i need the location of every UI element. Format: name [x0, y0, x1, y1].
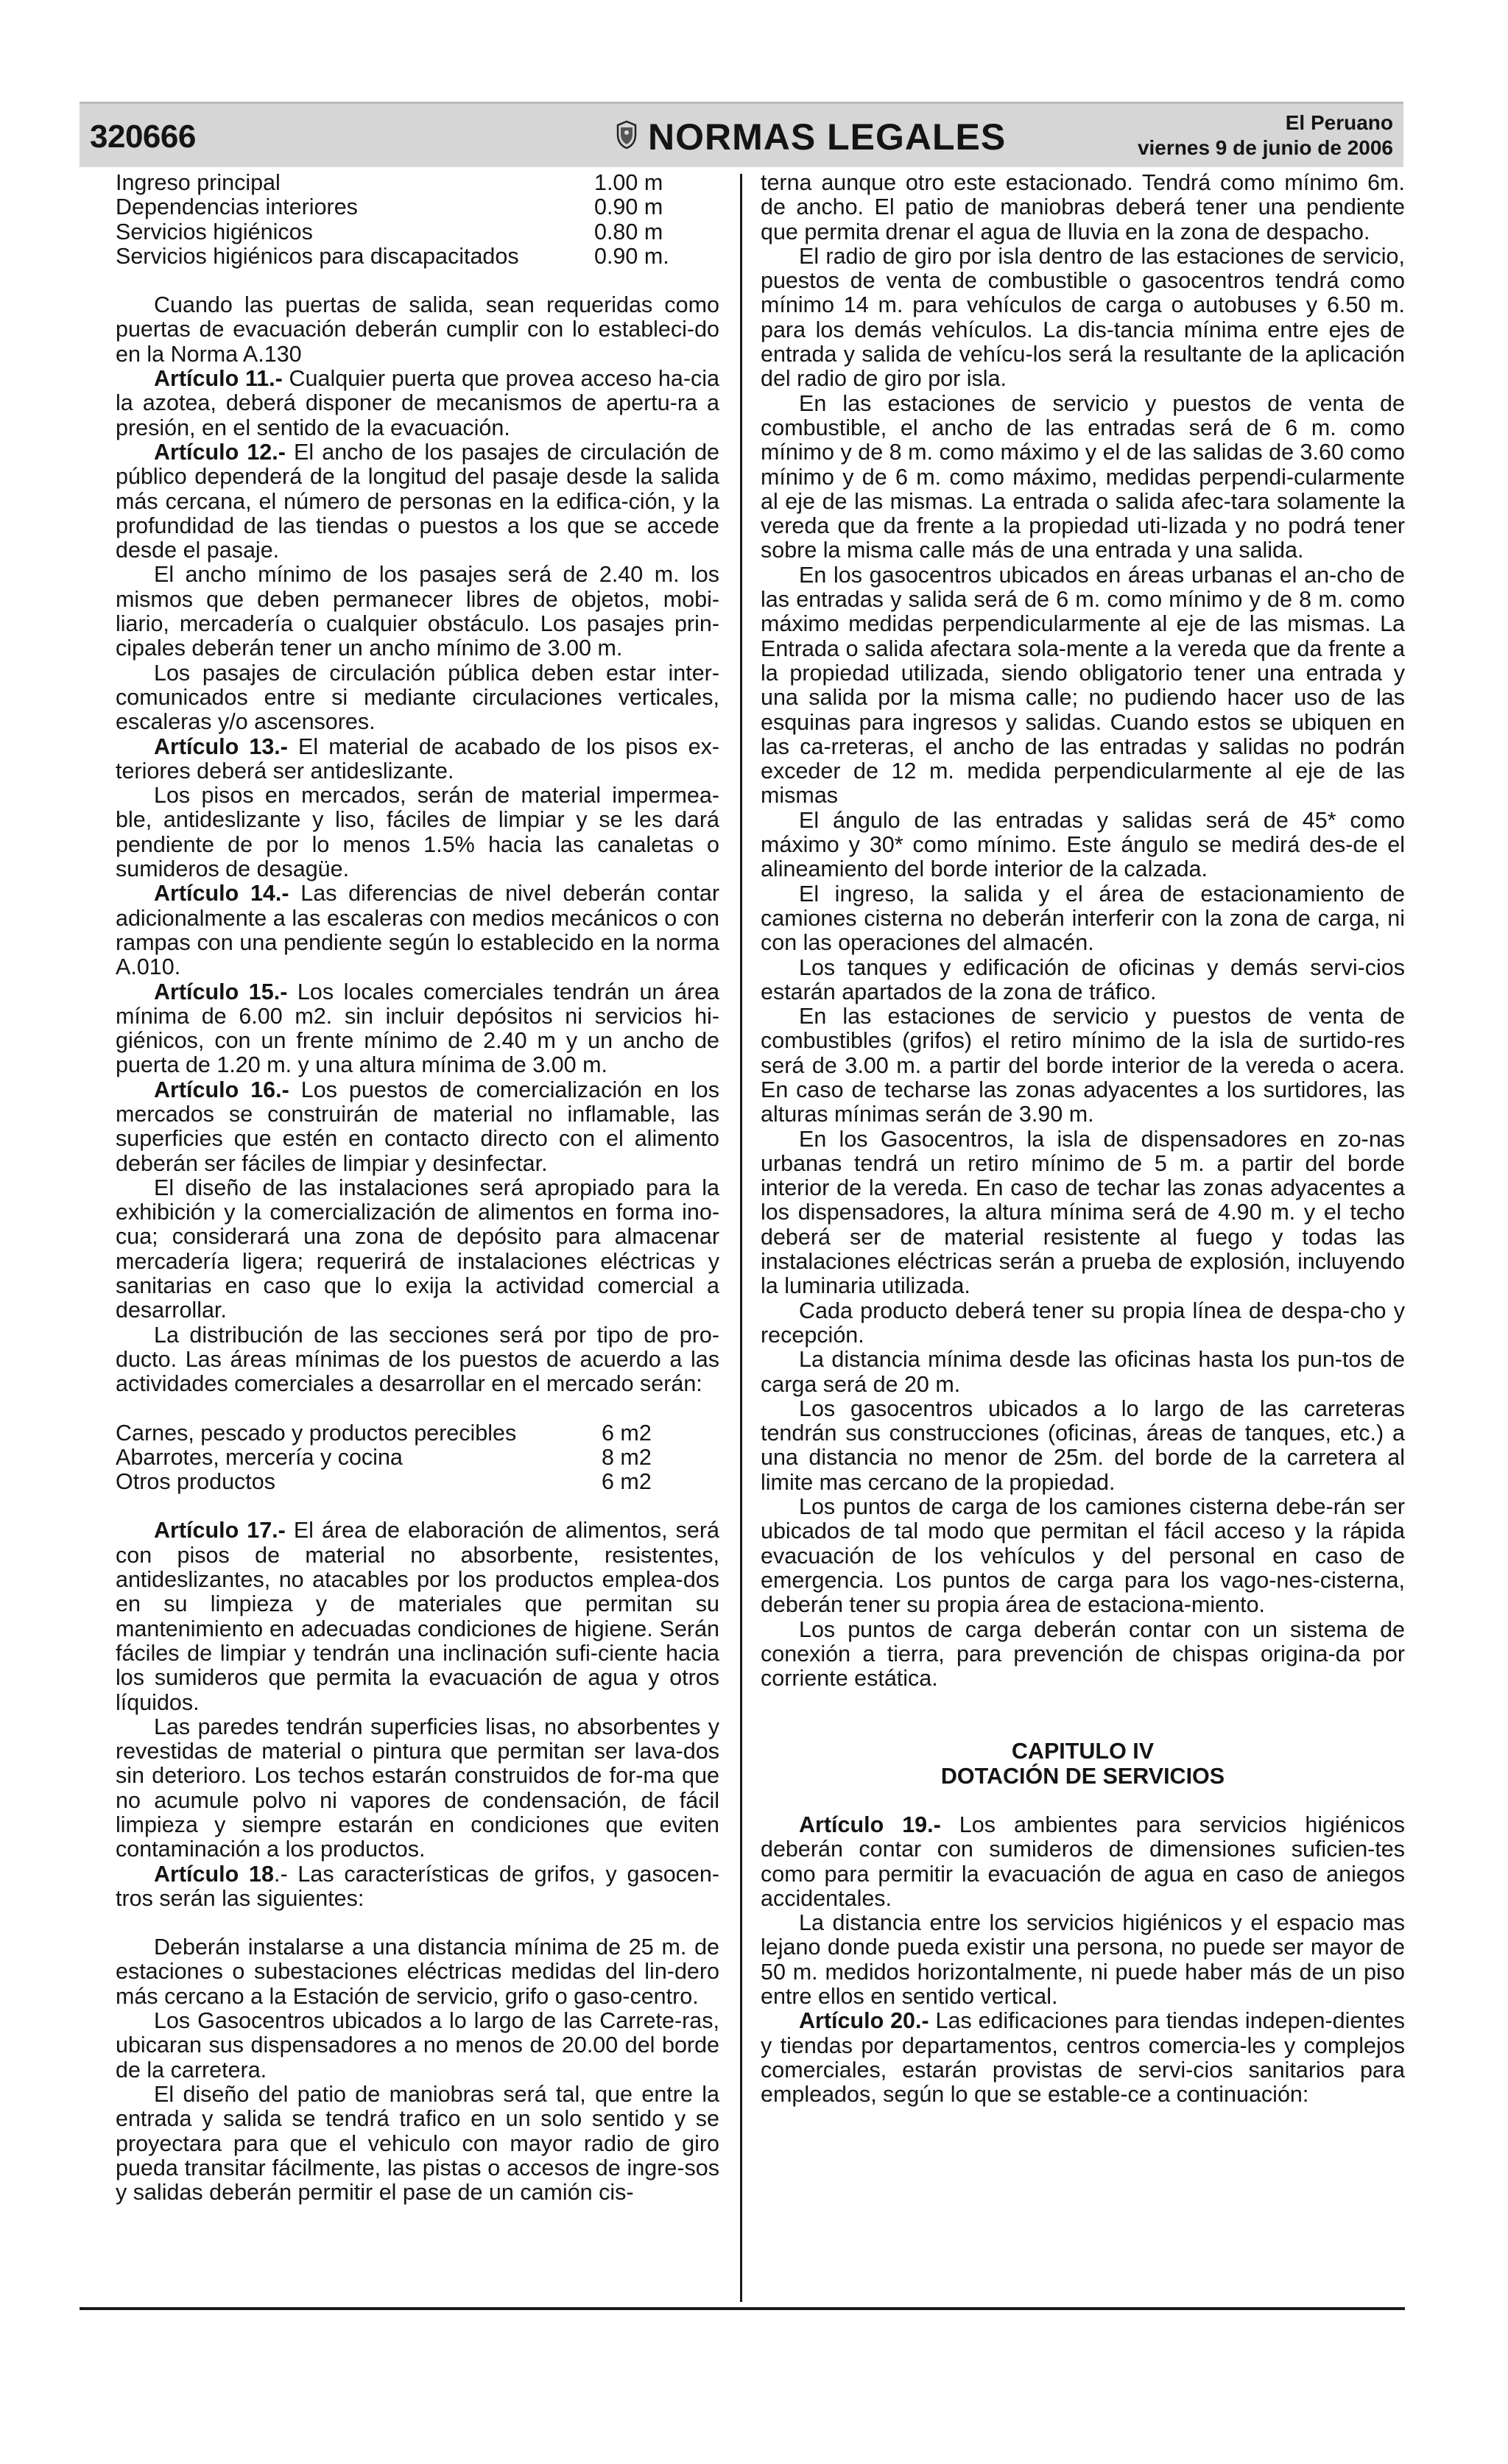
paragraph: Los tanques y edificación de oficinas y demás servi-cios estarán apartados de la zona de tráfico. — [761, 954, 1405, 1004]
article-text: Cualquier puerta que provea acceso ha-cia la azotea, deberá disponer de mecanismos de apertu-ra a presión, en el sentido de la evacuación. — [116, 366, 719, 440]
paragraph: La distancia entre los servicios higiénicos y el espacio mas lejano donde pueda existir una persona, no puede ser mayor de 50 m. medidos horizontalmente, ni puede haber más de un piso entre ellos en sentido vertical. — [761, 1910, 1405, 2010]
coat-of-arms-icon — [613, 120, 640, 149]
article-text: El ancho de los pasajes de circulación de público dependerá de la longitud del pasaje desde la salida más cercana, el número de personas en la edifica-ción, y la profundidad de las tiendas o puestos a los que se accede desde el pasaje. — [116, 439, 719, 563]
article-text: Las edificaciones para tiendas indepen-dientes y tiendas por departamentos, centros comercia-les y complejos comerciales, estarán provistas de servi-cios sanitarios para empleados, según lo que se estable-ce a continuación: — [761, 2008, 1405, 2108]
page-number: 320666 — [90, 119, 196, 155]
paragraph: En las estaciones de servicio y puestos de venta de combustibles (grifos) el retiro mínimo de la isla de surtido-res será de 3.00 m. a partir del borde interior de la vereda o acera. En caso de techarse las zonas adyacentes a los surtidores, las alturas mínimas serán de 3.90 m. — [761, 1004, 1405, 1127]
paragraph: En las estaciones de servicio y puestos de venta de combustible, el ancho de las entradas será de 6 m. como mínimo y de 8 m. como máximo y el de las salidas de 3.60 como mínimo y de 6 m. como máximo, medidas perpendi-cularmente al eje de las mismas. La entrada o salida afec-tara solamente la vereda que da frente a la propiedad uti-lizada y no podrá tener sobre la misma calle más de una entrada y una salida. — [761, 390, 1405, 563]
section-title: NORMAS LEGALES — [648, 116, 1007, 158]
paragraph: Los pasajes de circulación pública deben estar inter-comunicados entre si mediante circulaciones verticales, escaleras y/o ascensores. — [116, 660, 719, 735]
paragraph: Deberán instalarse a una distancia mínima de 25 m. de estaciones o subestaciones eléctricas medidas del lin-dero más cercano a la Estación de servicio, grifo o gaso-centro. — [116, 1935, 719, 2009]
article-heading: Artículo 13.- — [154, 733, 288, 759]
paragraph: El ingreso, la salida y el área de estacionamiento de camiones cisterna no deberán interferir con la zona de carga, ni con las operaciones del almacén. — [761, 881, 1405, 956]
article-13 — [116, 735, 719, 784]
paragraph: Los puntos de carga deberán contar con un sistema de conexión a tierra, para prevención de chispas origina-da por corriente estática. — [761, 1616, 1405, 1692]
paragraph: En los Gasocentros, la isla de dispensadores en zo-nas urbanas tendrá un retiro mínimo de 5 m. a partir del borde interior de la vereda. En caso de techar las zonas adyacentes a los dispensadores, la altura mínima será de 4.90 m. y el techo deberá ser de material resistente al fuego y todas las instalaciones eléctricas serán a prueba de explosión, incluyendo la luminaria utilizada. — [761, 1126, 1405, 1299]
article-17 — [116, 1518, 719, 1714]
article-text: Los ambientes para servicios higiénicos deberán contar con sumideros de dimensiones suficien-tes como para permitir la evacuación de agua en caso de aniegos accidentales. — [761, 1812, 1405, 1911]
article-19 — [761, 1813, 1405, 1911]
paragraph: Los pisos en mercados, serán de material impermea-ble, antideslizante y liso, fáciles de limpiar y se les dará pendiente de por lo menos 1.5% hacia las canaletas o sumideros de desagüe. — [116, 783, 719, 882]
chapter-title: DOTACIÓN DE SERVICIOS — [940, 1763, 1225, 1789]
article-20 — [761, 2009, 1405, 2107]
table-row — [116, 1470, 719, 1494]
article-text: .- Las características de grifos, y gasocen-tros serán las siguientes: — [116, 1861, 719, 1911]
article-text: El material de acabado de los pisos ex-teriores deberá ser antideslizante. — [116, 733, 719, 784]
article-18 — [116, 1862, 719, 1912]
table-cell-value: 6 m2 — [602, 1420, 652, 1446]
table-cell-label: Carnes, pescado y productos perecibles — [116, 1420, 517, 1446]
article-text: Las diferencias de nivel deberán contar adicionalmente a las escaleras con medios mecánicos o con rampas con una pendiente según lo establecido en la norma A.010. — [116, 881, 719, 980]
table-cell-value: 0.80 m — [594, 219, 663, 244]
chapter-number: CAPITULO IV — [1011, 1739, 1155, 1764]
paragraph: La distancia mínima desde las oficinas hasta los pun-tos de carga será de 20 m. — [761, 1347, 1405, 1397]
table-cell-label: Dependencias interiores — [116, 194, 358, 220]
table-cell-label: Servicios higiénicos para discapacitados — [116, 243, 519, 269]
article-text: El área de elaboración de alimentos, será con pisos de material no absorbente, resistentes, antideslizantes, no atacables por los productos emplea-dos en su limpieza y de materiales que permitan su mantenimiento en adecuadas condiciones de higiene. Serán fáciles de limpiar y tendrán una inclinación sufi-ciente hacia los sumideros que permita la evacuación de agua y otros líquidos. — [116, 1518, 719, 1715]
paragraph: terna aunque otro este estacionado. Tendrá como mínimo 6m. de ancho. El patio de maniobras deberá tener una pendiente que permita drenar el agua de lluvia en la zona de despacho. — [761, 170, 1405, 244]
article-heading: Artículo 12.- — [154, 439, 286, 465]
article-heading: Artículo 20.- — [799, 2008, 929, 2034]
table-row — [116, 244, 719, 269]
paragraph: En los gasocentros ubicados en áreas urbanas el an-cho de las entradas y salida será de 6 m. como mínimo y de 8 m. como máximo medidas perpendicularmente al eje de las mismas. La Entrada o salida afectara sola-mente a la vereda que da frente a la propiedad utilizada, siendo obligatorio tener una entrada y una salida por la misma calle; no pudiendo hacer uso de las esquinas para ingresos y salidas. Cuando estos se ubiquen en las ca-rreteras, el ancho de las entradas y salidas no podrán exceder de 12 m. medida perpendicularmente al eje de las mismas — [761, 562, 1405, 809]
right-column — [761, 171, 1405, 2108]
paragraph: Las paredes tendrán superficies lisas, no absorbentes y revestidas de material o pintura que permitan ser lava-dos sin deterioro. Los techos estarán construidos de for-ma que no acumule polvo ni vapores de condensación, de fácil limpieza y siempre estarán en condiciones que eviten contaminación a los productos. — [116, 1714, 719, 1862]
stall-areas-table — [116, 1421, 719, 1495]
paragraph: El diseño del patio de maniobras será tal, que entre la entrada y salida se tendrá trafico en un solo sentido y se proyectara para que el vehiculo con mayor radio de giro pueda transitar fácilmente, las pistas o accesos de ingre-sos y salidas deberán permitir el pase de un camión cis- — [116, 2081, 719, 2206]
article-15 — [116, 980, 719, 1078]
article-heading: Artículo 17.- — [154, 1518, 286, 1543]
article-11 — [116, 367, 719, 440]
table-row — [116, 1421, 719, 1446]
table-row — [116, 195, 719, 219]
article-heading: Artículo 11.- — [154, 366, 283, 392]
article-12 — [116, 440, 719, 563]
table-cell-label: Servicios higiénicos — [116, 219, 313, 244]
page-header — [80, 102, 1403, 167]
table-cell-value: 1.00 m — [594, 170, 663, 195]
paragraph: La distribución de las secciones será por tipo de pro-ducto. Las áreas mínimas de los puestos de acuerdo a las actividades comerciales a desarrollar en el mercado serán: — [116, 1322, 719, 1397]
door-widths-table — [116, 171, 719, 269]
table-row — [116, 1446, 719, 1470]
paragraph: Los gasocentros ubicados a lo largo de las carreteras tendrán sus construcciones (oficinas, áreas de tanques, etc.) a una distancia no menor de 25m. del borde de la carretera al limite mas cercano de la propiedad. — [761, 1395, 1405, 1495]
paragraph: Cuando las puertas de salida, sean requeridas como puertas de evacuación deberán cumplir con lo estableci-do en la Norma A.130 — [116, 292, 719, 367]
table-cell-value: 6 m2 — [602, 1469, 652, 1495]
table-row — [116, 171, 719, 195]
publication-name: El Peruano — [1285, 111, 1393, 134]
article-16 — [116, 1078, 719, 1176]
table-row — [116, 220, 719, 244]
paragraph: Los Gasocentros ubicados a lo largo de las Carrete-ras, ubicaran sus dispensadores a no menos de 20.00 del borde de la carretera. — [116, 2008, 719, 2083]
article-heading: Artículo 14.- — [154, 881, 289, 907]
table-cell-value: 8 m2 — [602, 1444, 652, 1470]
table-cell-label: Otros productos — [116, 1469, 275, 1495]
article-heading: Artículo 15.- — [154, 979, 288, 1004]
article-heading: Artículo 19.- — [799, 1812, 941, 1837]
column-divider — [740, 174, 742, 2302]
paragraph: El radio de giro por isla dentro de las estaciones de servicio, puestos de venta de combustible o gasocentros tendrá como mínimo 14 m. para vehículos de carga o autobuses y 6.50 m. para los demás vehículos. La dis-tancia mínima entre ejes de entrada y salida de vehícu-los será la resultante de la aplicación del radio de giro por isla. — [761, 243, 1405, 392]
left-column — [116, 171, 719, 2205]
article-14 — [116, 881, 719, 979]
publication-date: viernes 9 de junio de 2006 — [1137, 136, 1393, 159]
paragraph: El ángulo de las entradas y salidas será de 45* como máximo y 30* como mínimo. Este ángulo se medirá des-de el alineamiento del borde interior de la calzada. — [761, 807, 1405, 882]
article-heading: Artículo 16.- — [154, 1077, 289, 1102]
paragraph: El ancho mínimo de los pasajes será de 2.40 m. los mismos que deben permanecer libres de objetos, mobi-liario, mercadería o cualquier obstáculo. Los pasajes prin-cipales deberán tener un ancho mínimo de 3.00 m. — [116, 562, 719, 661]
paragraph: Cada producto deberá tener su propia línea de despa-cho y recepción. — [761, 1298, 1405, 1348]
table-cell-label: Abarrotes, mercería y cocina — [116, 1444, 403, 1470]
table-cell-label: Ingreso principal — [116, 170, 281, 195]
paragraph: Los puntos de carga de los camiones cisterna debe-rán ser ubicados de tal modo que permitan el fácil acceso y la rápida evacuación de los vehículos y del personal en caso de emergencia. Los puntos de carga para los vago-nes-cisterna, deberán tener su propia área de estaciona-miento. — [761, 1494, 1405, 1618]
table-cell-value: 0.90 m — [594, 194, 663, 220]
article-heading: Artículo 18 — [154, 1861, 274, 1887]
table-cell-value: 0.90 m. — [594, 243, 669, 269]
bottom-rule — [80, 2307, 1405, 2310]
article-text: Los puestos de comercialización en los mercados se construirán de material no inflamable, las superficies que estén en contacto directo con el alimento deberán ser fáciles de limpiar y desinfectar. — [116, 1077, 719, 1176]
paragraph: El diseño de las instalaciones será apropiado para la exhibición y la comercialización de alimentos en forma ino-cua; considerará una zona de depósito para almacenar mercadería ligera; requerirá de instalaciones eléctricas y sanitarias en caso que lo exija la actividad comercial a desarrollar. — [116, 1175, 719, 1323]
article-text: Los locales comerciales tendrán un área mínima de 6.00 m2. sin incluir depósitos ni servicios hi-giénicos, con un frente mínimo de 2.40 m y un ancho de puerta de 1.20 m. y una altura mínima de 3.00 m. — [116, 979, 719, 1078]
